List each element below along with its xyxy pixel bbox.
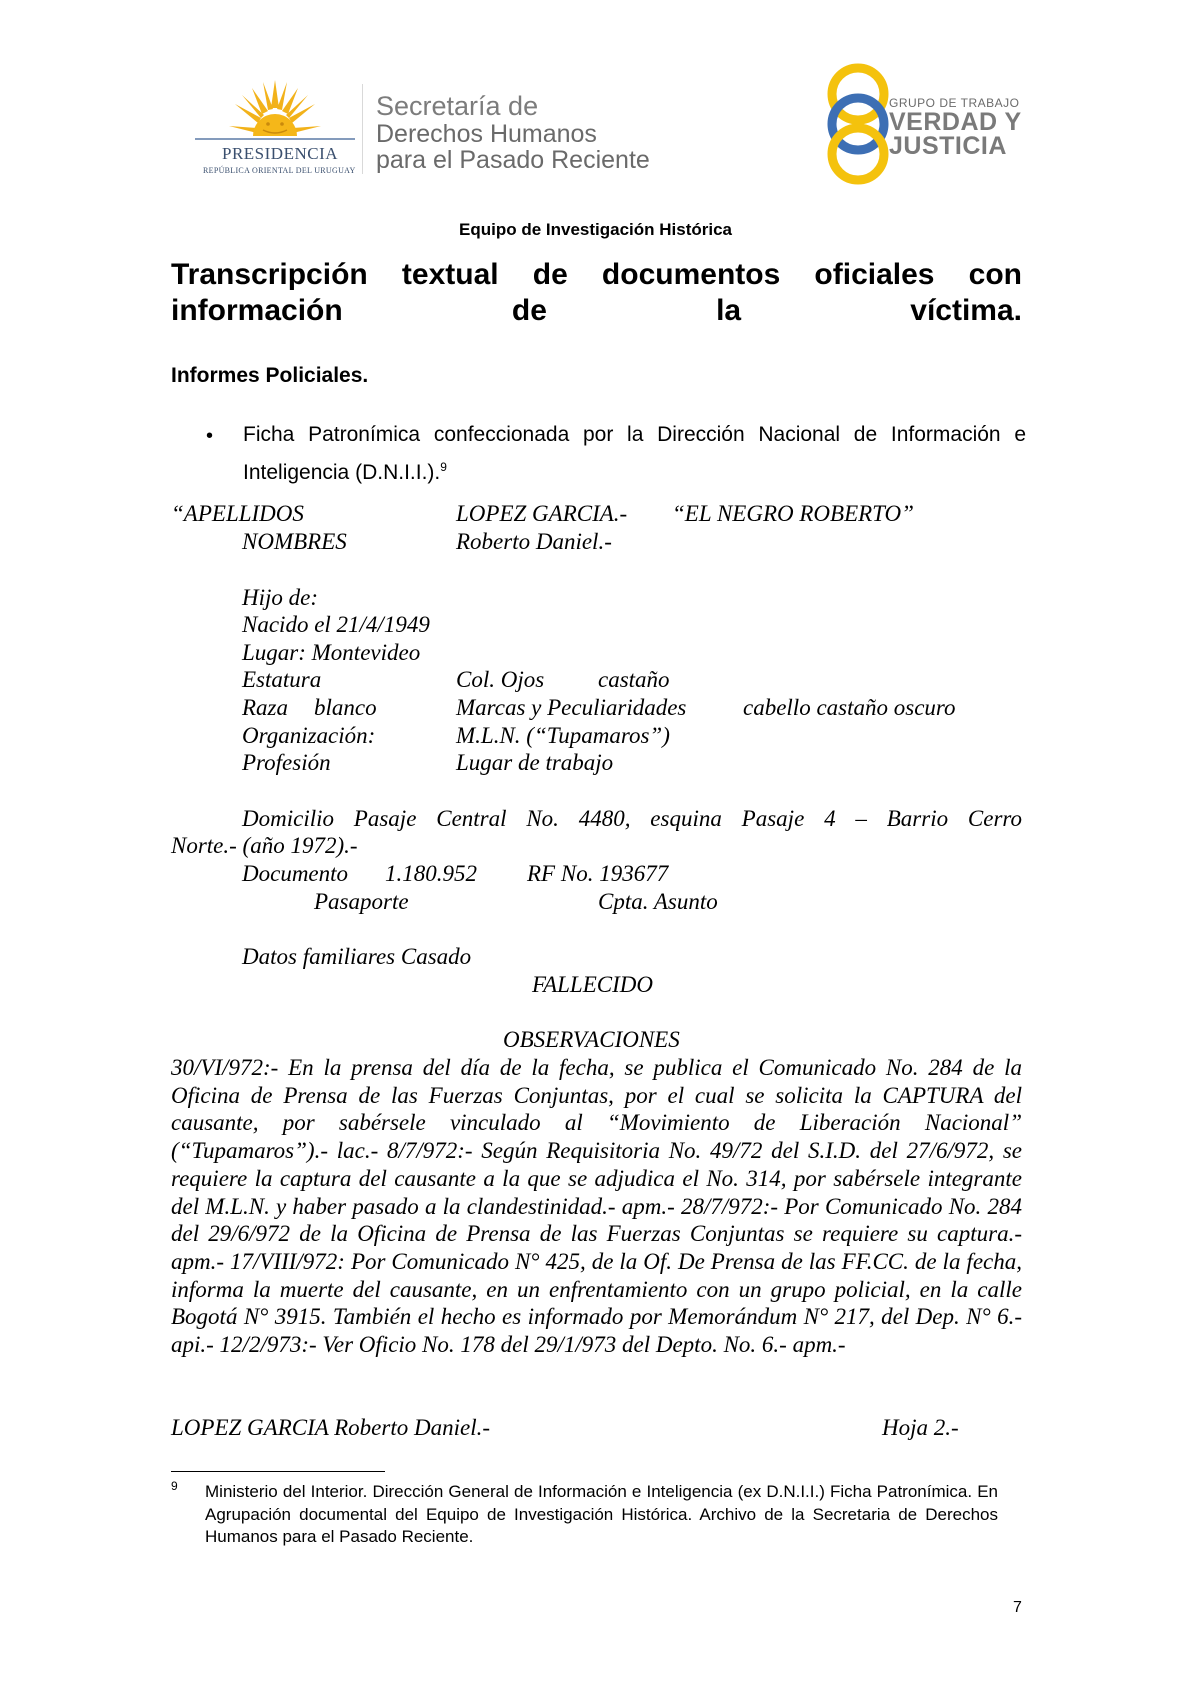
footnote-ref[interactable]: 9 — [440, 460, 447, 474]
hoja-label: Hoja 2.- — [882, 1415, 959, 1440]
domicilio-line1: Domicilio Pasaje Central No. 4480, esquina Pasaje 4 – Barrio Cerro — [242, 806, 1022, 831]
page-title — [171, 257, 1022, 329]
bullet-text: Ficha Patronímica confeccionada por la Dirección Nacional de Información e Inteligencia (D.N.I.I.). — [243, 423, 1026, 484]
observaciones-title: OBSERVACIONES — [503, 1027, 680, 1052]
marcas-value: cabello castaño oscuro — [743, 695, 956, 720]
nombres-value: Roberto Daniel.- — [456, 529, 612, 554]
sun-icon — [225, 78, 325, 140]
apellidos-label: “APELLIDOS — [171, 501, 304, 526]
documento-value: 1.180.952 — [385, 861, 477, 886]
hijo-de: Hijo de: — [242, 585, 319, 610]
page-number: 7 — [1013, 1599, 1022, 1616]
footnote-number: 9 — [171, 1479, 178, 1493]
fallecido: FALLECIDO — [532, 972, 653, 997]
estatura-label: Estatura — [242, 667, 322, 692]
header-divider — [362, 84, 363, 174]
header — [0, 0, 1191, 200]
marcas-label: Marcas y Peculiaridades — [456, 695, 687, 720]
apellidos-value: LOPEZ GARCIA.- — [456, 501, 628, 526]
presidencia-label: PRESIDENCIA — [222, 144, 339, 163]
profesion-label: Profesión — [242, 750, 331, 775]
pasaporte-label: Pasaporte — [314, 889, 409, 914]
flag-line-icon — [195, 136, 355, 142]
domicilio-line2: Norte.- (año 1972).- — [171, 833, 358, 858]
lugar-trabajo-label: Lugar de trabajo — [456, 750, 614, 775]
grupo-line1: GRUPO DE TRABAJO — [889, 96, 1020, 110]
cpta-asunto-label: Cpta. Asunto — [598, 889, 718, 914]
ojos-value: castaño — [598, 667, 670, 692]
organizacion-label: Organización: — [242, 723, 376, 748]
footnote-separator — [171, 1471, 385, 1472]
observaciones-text: 30/VI/972:- En la prensa del día de la fecha, se publica el Comunicado No. 284 de la Oficina de Prensa de las Fuerzas Conjuntas, por el cual se solicita la CAPTURA del causante, por sabérsele vinculado al “Movimiento de Liberación Nacional” (“Tupamaros”).- lac.- 8/7/972:- Según Requisitoria No. 49/72 del S.I.D. del 27/6/972, se requiere la captura del causante a la que se adjudica el No. 314, por sabérsele integrante del M.L.N. y haber pasado a la clandestinidad.- apm.- 28/7/972:- Por Comunicado No. 284 del 29/6/972 de la Oficina de Prensa de las Fuerzas Conjuntas se requiere su captura.- apm.- 17/VIII/972: Por Comunicado N° 425, de la Of. De Prensa de las FF.CC. de la fecha, informa la muerte del causante, en un enfrentamiento con un grupo policial, en la calle Bogotá N° 3915. También el hecho es informado por Memorándum N° 217, del Dep. N° 6.- api.- 12/2/973:- Ver Oficio No. 178 del 29/1/973 del Depto. No. 6.- apm.- — [171, 1055, 1022, 1358]
secretaria-line2: Derechos Humanos — [376, 120, 597, 148]
presidencia-logo — [195, 78, 355, 178]
section-heading: Informes Policiales. — [171, 364, 369, 387]
documento-label: Documento — [242, 861, 349, 886]
secretaria-line3: para el Pasado Reciente — [376, 146, 650, 174]
datos-familiares: Datos familiares Casado — [242, 944, 472, 969]
footnote-text: Ministerio del Interior. Dirección General de Información e Inteligencia (ex D.N.I.I.) Ficha Patronímica. En Agrupación documental del Equipo de Investigación Histórica. Archivo de la Secretaria de Derechos Humanos para el Pasado Reciente. — [205, 1482, 998, 1546]
rf-value: RF No. 193677 — [527, 861, 669, 886]
secretaria-line1: Secretaría de — [376, 91, 539, 121]
raza-label: Raza — [242, 695, 288, 720]
raza-value: blanco — [314, 695, 377, 720]
nacido: Nacido el 21/4/1949 — [242, 612, 430, 637]
col-ojos-label: Col. Ojos — [456, 667, 545, 692]
grupo-line3: JUSTICIA — [889, 132, 1007, 160]
lugar: Lugar: Montevideo — [242, 640, 421, 665]
team-heading: Equipo de Investigación Histórica — [459, 220, 732, 239]
nombres-label: NOMBRES — [242, 529, 347, 554]
title-text: Transcripción textual de documentos oficiales con información de la víctima. — [171, 258, 1022, 327]
republica-label: REPÚBLICA ORIENTAL DEL URUGUAY — [203, 166, 356, 175]
organizacion-value: M.L.N. (“Tupamaros”) — [456, 723, 670, 748]
footer-name: LOPEZ GARCIA Roberto Daniel.- — [171, 1415, 490, 1440]
bullet-item — [243, 419, 1026, 489]
alias-value: “EL NEGRO ROBERTO” — [672, 501, 914, 526]
grupo-line2: VERDAD Y — [889, 108, 1022, 136]
bullet-marker: • — [206, 425, 214, 447]
